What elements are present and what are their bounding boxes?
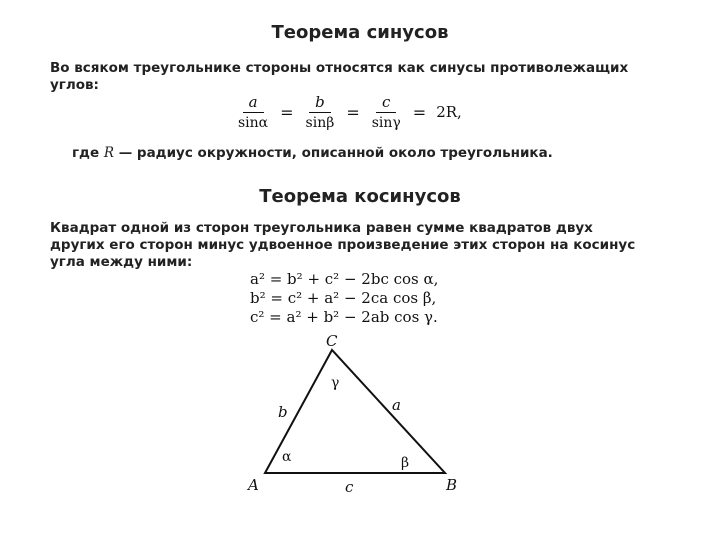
fraction-c-denominator: sinγ xyxy=(371,115,401,131)
sine-theorem-title: Теорема синусов xyxy=(271,22,449,43)
note-text: — радиус окружности, описанной около треугольника. xyxy=(118,145,553,161)
triangle-outline xyxy=(265,350,445,473)
vertex-b-label: B xyxy=(446,476,458,494)
fraction-a-denominator: sinα xyxy=(238,115,269,131)
cosine-formula-a: a² = b² + c² − 2bc cos α, xyxy=(250,270,439,288)
sine-theorem-formula xyxy=(234,93,462,131)
cosine-formula-b: b² = c² + a² − 2ca cos β, xyxy=(250,289,437,307)
vertex-c-label: C xyxy=(326,332,338,350)
fraction-b-denominator: sinβ xyxy=(305,115,335,131)
note-prefix: где xyxy=(72,145,100,161)
angle-beta-label: β xyxy=(401,455,410,471)
equals-sign: = xyxy=(412,102,427,122)
equals-sign: = xyxy=(280,102,294,122)
fraction-c xyxy=(372,93,401,131)
side-a-label: a xyxy=(392,396,401,414)
fraction-b-numerator: b xyxy=(309,93,331,113)
sine-theorem-statement: Во всяком треугольнике стороны относятся как синусы противолежащих углов: xyxy=(50,60,629,93)
circumradius-note xyxy=(72,145,652,162)
angle-gamma-label: γ xyxy=(331,375,340,391)
fraction-c-numerator: c xyxy=(376,93,396,113)
vertex-a-label: A xyxy=(248,476,259,494)
formula-result: 2R, xyxy=(436,103,462,121)
equals-sign: = xyxy=(346,102,360,122)
side-b-label: b xyxy=(278,403,288,421)
note-variable: R xyxy=(103,145,114,161)
triangle-diagram xyxy=(230,330,480,500)
fraction-a-numerator: a xyxy=(243,93,264,113)
cosine-formula-c: c² = a² + b² − 2ab cos γ. xyxy=(250,308,438,326)
side-c-label: c xyxy=(345,478,354,496)
angle-alpha-label: α xyxy=(282,449,292,465)
fraction-b xyxy=(306,93,335,131)
cosine-theorem-title: Теорема косинусов xyxy=(259,186,461,207)
cosine-theorem-statement: Квадрат одной из сторон треугольника равен сумме квадратов двух других его сторон минус удвоенное произведение этих сторон на косинус угла между ними: xyxy=(50,220,636,270)
cosine-theorem-formulas xyxy=(250,270,438,327)
fraction-a xyxy=(238,93,268,131)
